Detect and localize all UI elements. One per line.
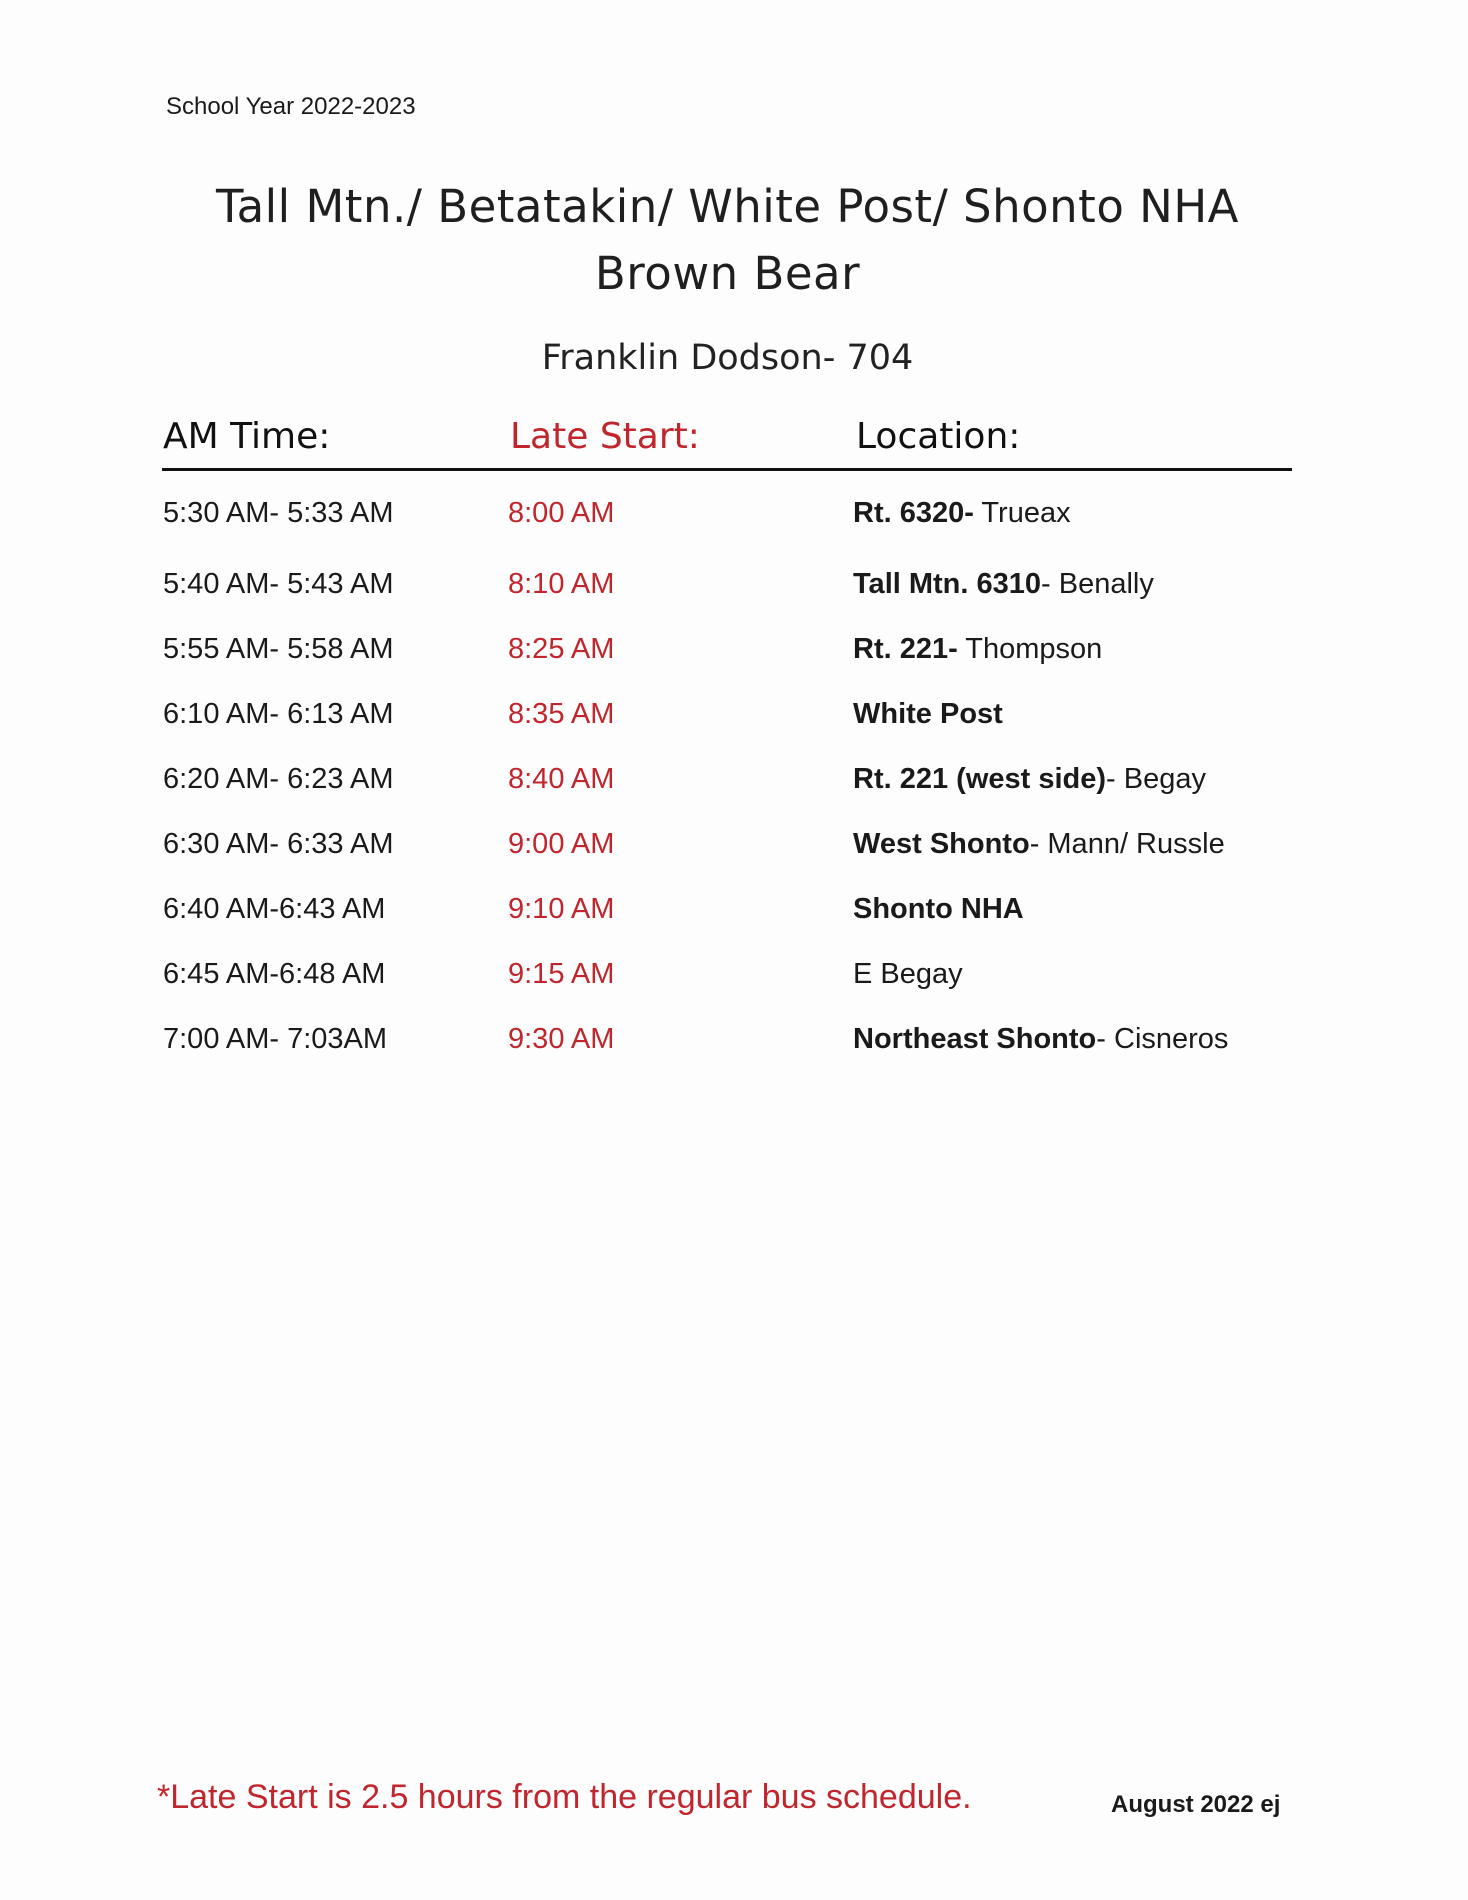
am-time-cell: 6:10 AM- 6:13 AM — [163, 698, 394, 730]
location-bold: Rt. 221 (west side) — [853, 763, 1107, 795]
location-cell — [853, 958, 963, 991]
location-cell — [853, 893, 1024, 926]
late-start-cell: 8:10 AM — [508, 568, 615, 600]
location-cell — [853, 568, 1154, 601]
school-year-label: School Year 2022-2023 — [166, 93, 416, 120]
route-title: Tall Mtn./ Betatakin/ White Post/ Shonto NHA — [216, 180, 1239, 233]
am-time-cell: 6:30 AM- 6:33 AM — [163, 828, 394, 860]
location-bold: Rt. 6320- — [853, 497, 974, 529]
location-bold: Tall Mtn. 6310 — [853, 568, 1042, 600]
location-cell — [853, 763, 1206, 796]
late-start-cell: 8:25 AM — [508, 633, 615, 665]
location-header: Location: — [856, 416, 1021, 457]
date-stamp: August 2022 ej — [1111, 1791, 1281, 1818]
table-row — [0, 893, 1468, 933]
table-row — [0, 497, 1468, 537]
route-subtitle: Brown Bear — [594, 247, 861, 300]
location-bold: Northeast Shonto — [853, 1023, 1097, 1055]
location-rest: Thompson — [957, 633, 1103, 665]
late-start-header: Late Start: — [510, 416, 700, 457]
am-time-cell: 5:55 AM- 5:58 AM — [163, 633, 394, 665]
late-start-cell: 8:00 AM — [508, 497, 615, 529]
location-cell — [853, 698, 1003, 731]
am-time-cell: 6:45 AM-6:48 AM — [163, 958, 386, 990]
late-start-cell: 9:30 AM — [508, 1023, 615, 1055]
location-rest: - Benally — [1041, 568, 1154, 600]
location-cell — [853, 633, 1102, 666]
driver-name: Franklin Dodson- 704 — [541, 338, 914, 378]
table-row — [0, 1023, 1468, 1063]
location-cell — [853, 497, 1071, 530]
late-start-cell: 8:40 AM — [508, 763, 615, 795]
table-row — [0, 698, 1468, 738]
location-bold: White Post — [853, 698, 1003, 730]
table-row — [0, 828, 1468, 868]
late-start-cell: 9:00 AM — [508, 828, 615, 860]
late-start-cell: 8:35 AM — [508, 698, 615, 730]
am-time-cell: 5:40 AM- 5:43 AM — [163, 568, 394, 600]
table-row — [0, 568, 1468, 608]
location-rest: - Cisneros — [1096, 1023, 1229, 1055]
table-row — [0, 763, 1468, 803]
am-time-cell: 6:40 AM-6:43 AM — [163, 893, 386, 925]
am-time-cell: 7:00 AM- 7:03AM — [163, 1023, 388, 1055]
location-bold: Rt. 221- — [853, 633, 958, 665]
location-bold: West Shonto — [853, 828, 1030, 860]
table-row — [0, 633, 1468, 673]
location-cell — [853, 828, 1225, 861]
am-time-cell: 6:20 AM- 6:23 AM — [163, 763, 394, 795]
late-start-note: *Late Start is 2.5 hours from the regular bus schedule. — [157, 1778, 972, 1816]
header-divider — [162, 468, 1292, 471]
am-time-cell: 5:30 AM- 5:33 AM — [163, 497, 394, 529]
am-time-header: AM Time: — [163, 416, 331, 457]
late-start-cell: 9:10 AM — [508, 893, 615, 925]
location-rest: - Mann/ Russle — [1029, 828, 1225, 860]
location-cell — [853, 1023, 1228, 1056]
location-rest: - Begay — [1106, 763, 1206, 795]
location-bold: Shonto NHA — [853, 893, 1024, 925]
table-row — [0, 958, 1468, 998]
late-start-cell: 9:15 AM — [508, 958, 615, 990]
location-rest: Trueax — [973, 497, 1071, 529]
location-rest: E Begay — [853, 958, 963, 990]
